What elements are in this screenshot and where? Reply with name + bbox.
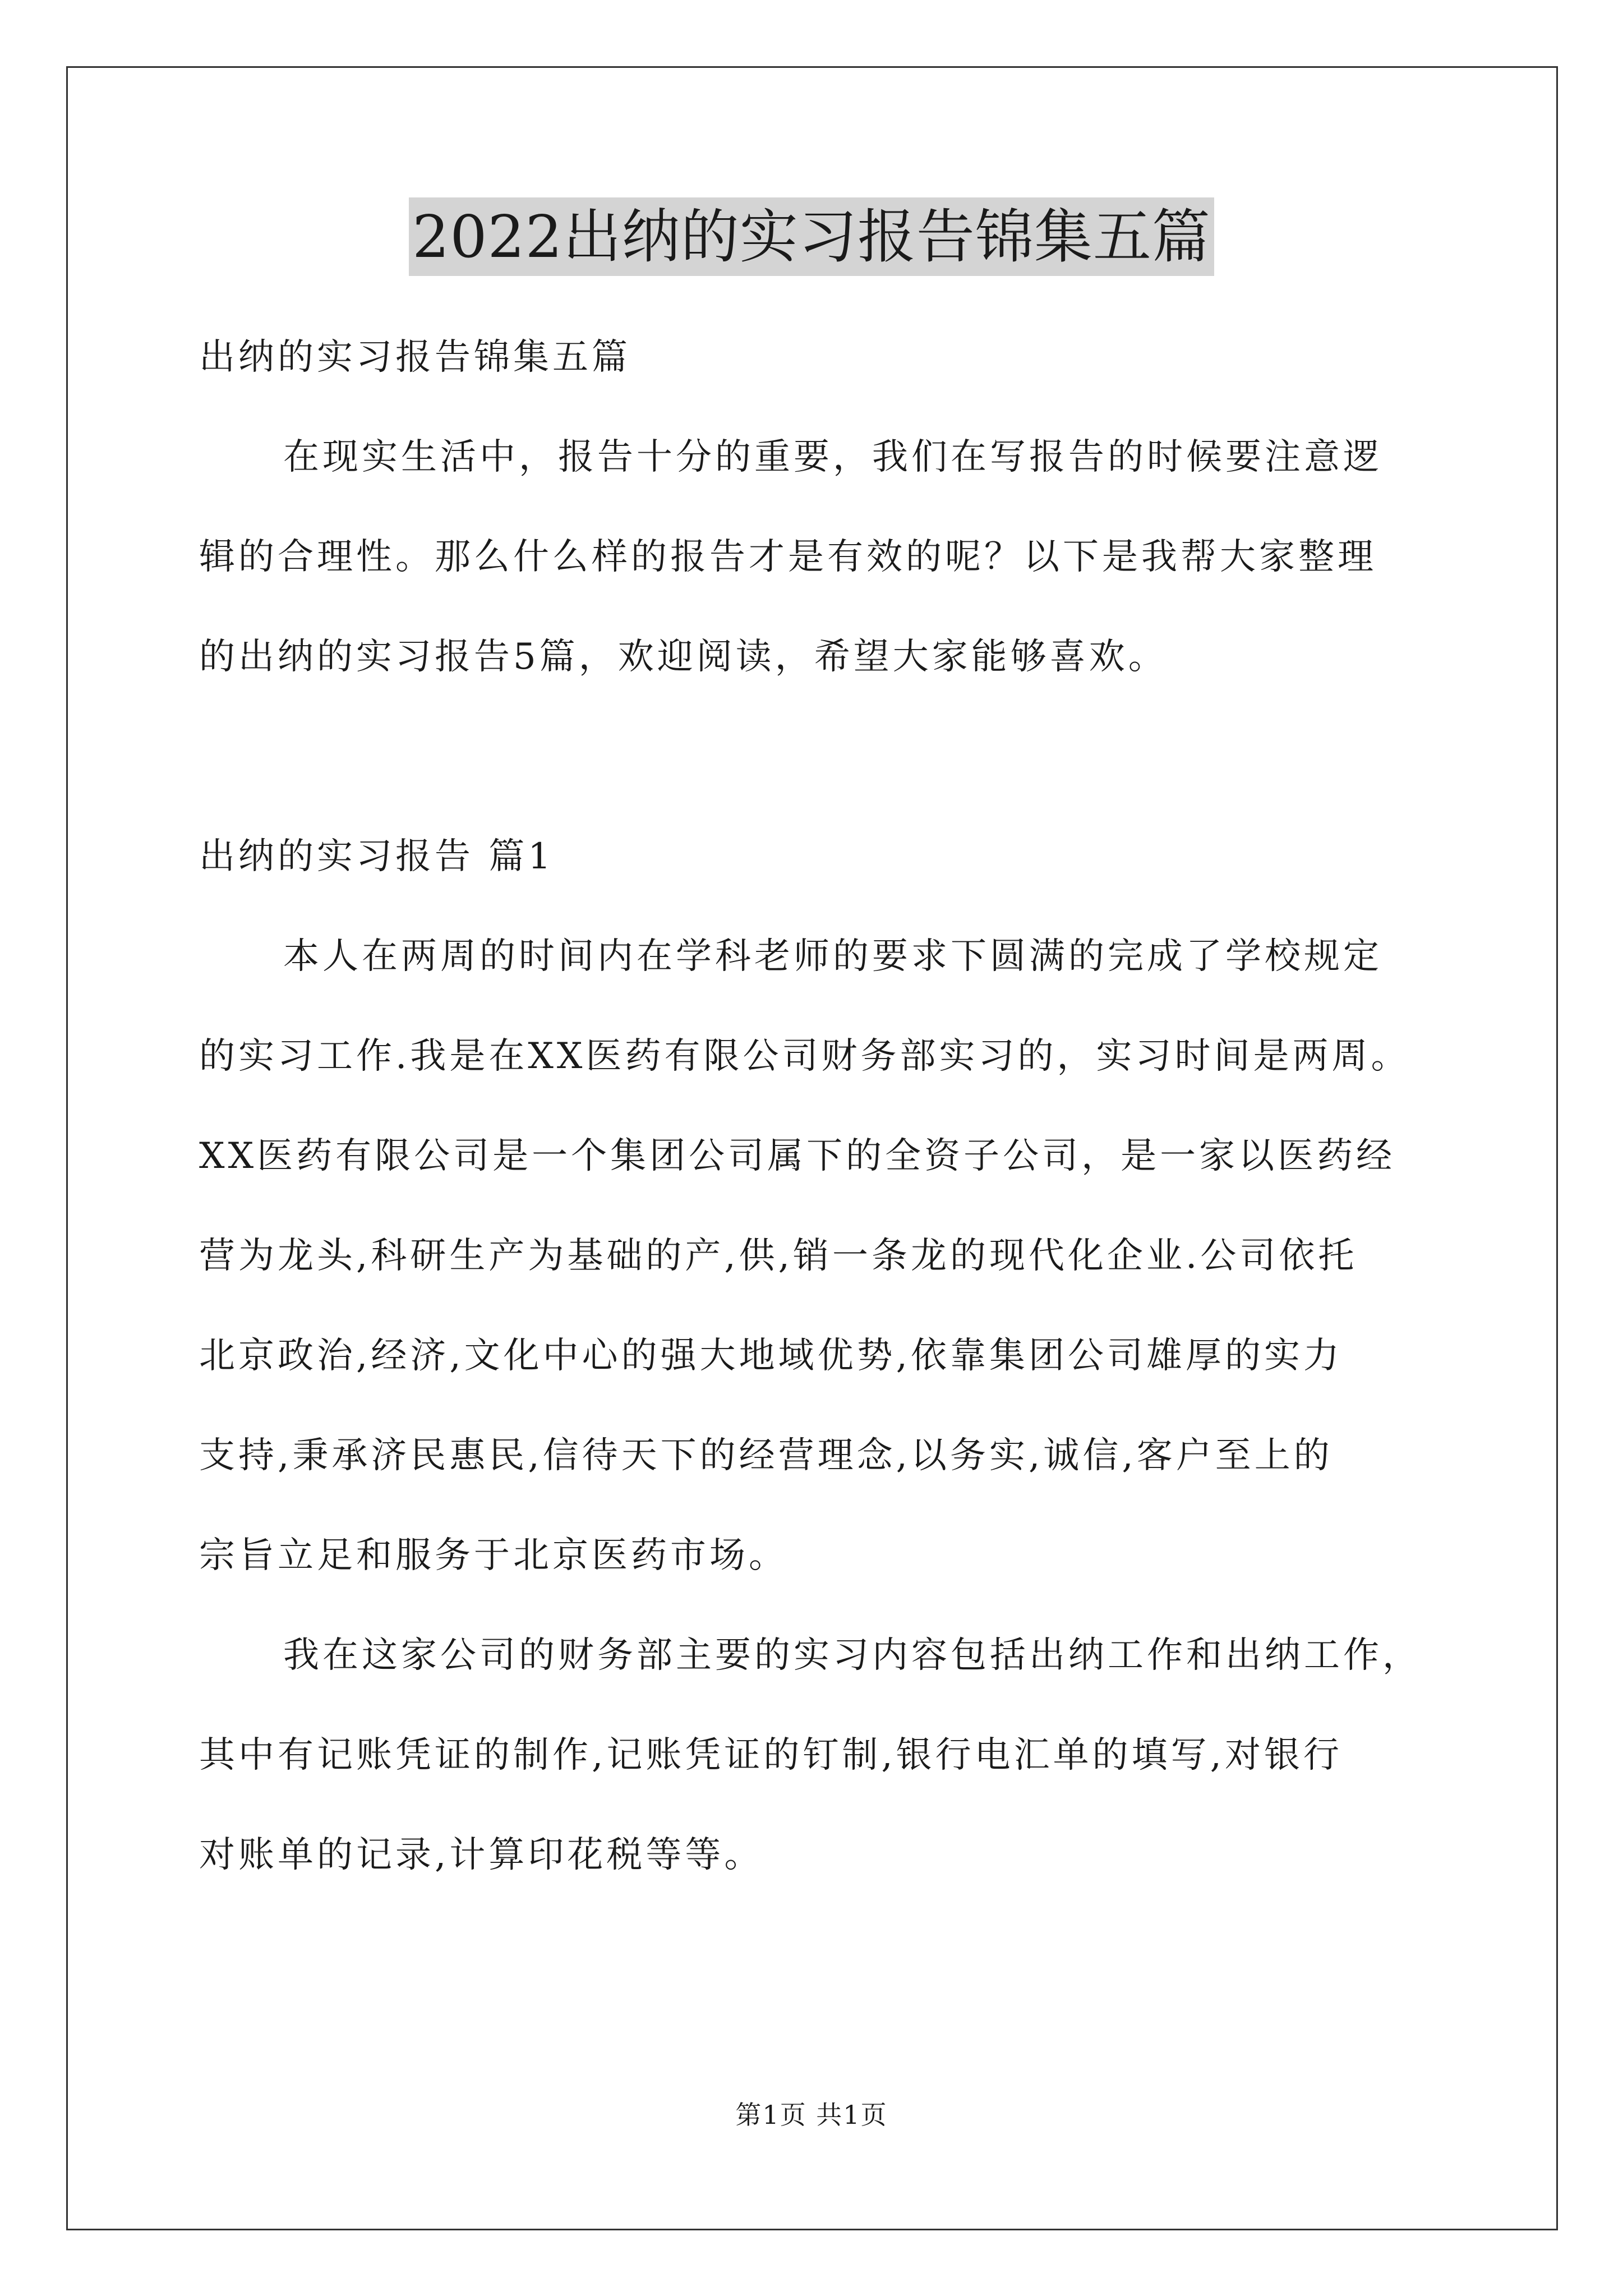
- paragraph-line: 我在这家公司的财务部主要的实习内容包括出纳工作和出纳工作，: [283, 1635, 1422, 1676]
- paragraph-line: 对账单的记录,计算印花税等等。: [199, 1834, 764, 1876]
- blank-line: [199, 707, 1438, 807]
- intro-line: 的出纳的实习报告5篇，欢迎阅读，希望大家能够喜欢。: [199, 636, 1168, 678]
- paragraph-line: 宗旨立足和服务于北京医药市场。: [199, 1535, 788, 1576]
- document-title: 2022出纳的实习报告锦集五篇: [409, 197, 1214, 276]
- page-footer: 第1页 共1页: [735, 2100, 888, 2130]
- paragraph-line: XX医药有限公司是一个集团公司属下的全资子公司，是一家以医药经: [199, 1135, 1396, 1177]
- intro-line: 辑的合理性。那么什么样的报告才是有效的呢？以下是我帮大家整理: [199, 536, 1377, 578]
- subtitle: 出纳的实习报告锦集五篇: [199, 337, 631, 378]
- paragraph-line: 支持,秉承济民惠民,信待天下的经营理念,以务实,诚信,客户至上的: [199, 1435, 1333, 1476]
- section-heading: 出纳的实习报告 篇1: [199, 836, 555, 877]
- paragraph-line: 其中有记账凭证的制作,记账凭证的钉制,银行电汇单的填写,对银行: [199, 1734, 1343, 1776]
- document-body: [199, 307, 1438, 1905]
- paragraph-line: 的实习工作.我是在XX医药有限公司财务部实习的，实习时间是两周。: [199, 1036, 1410, 1077]
- paragraph-line: 本人在两周的时间内在学科老师的要求下圆满的完成了学校规定: [283, 936, 1382, 977]
- paragraph-line: 营为龙头,科研生产为基础的产,供,销一条龙的现代化企业.公司依托: [199, 1235, 1358, 1277]
- intro-line: 在现实生活中，报告十分的重要，我们在写报告的时候要注意逻: [283, 436, 1382, 478]
- paragraph-line: 北京政治,经济,文化中心的强大地域优势,依靠集团公司雄厚的实力: [199, 1335, 1343, 1377]
- title-area: [0, 197, 1623, 276]
